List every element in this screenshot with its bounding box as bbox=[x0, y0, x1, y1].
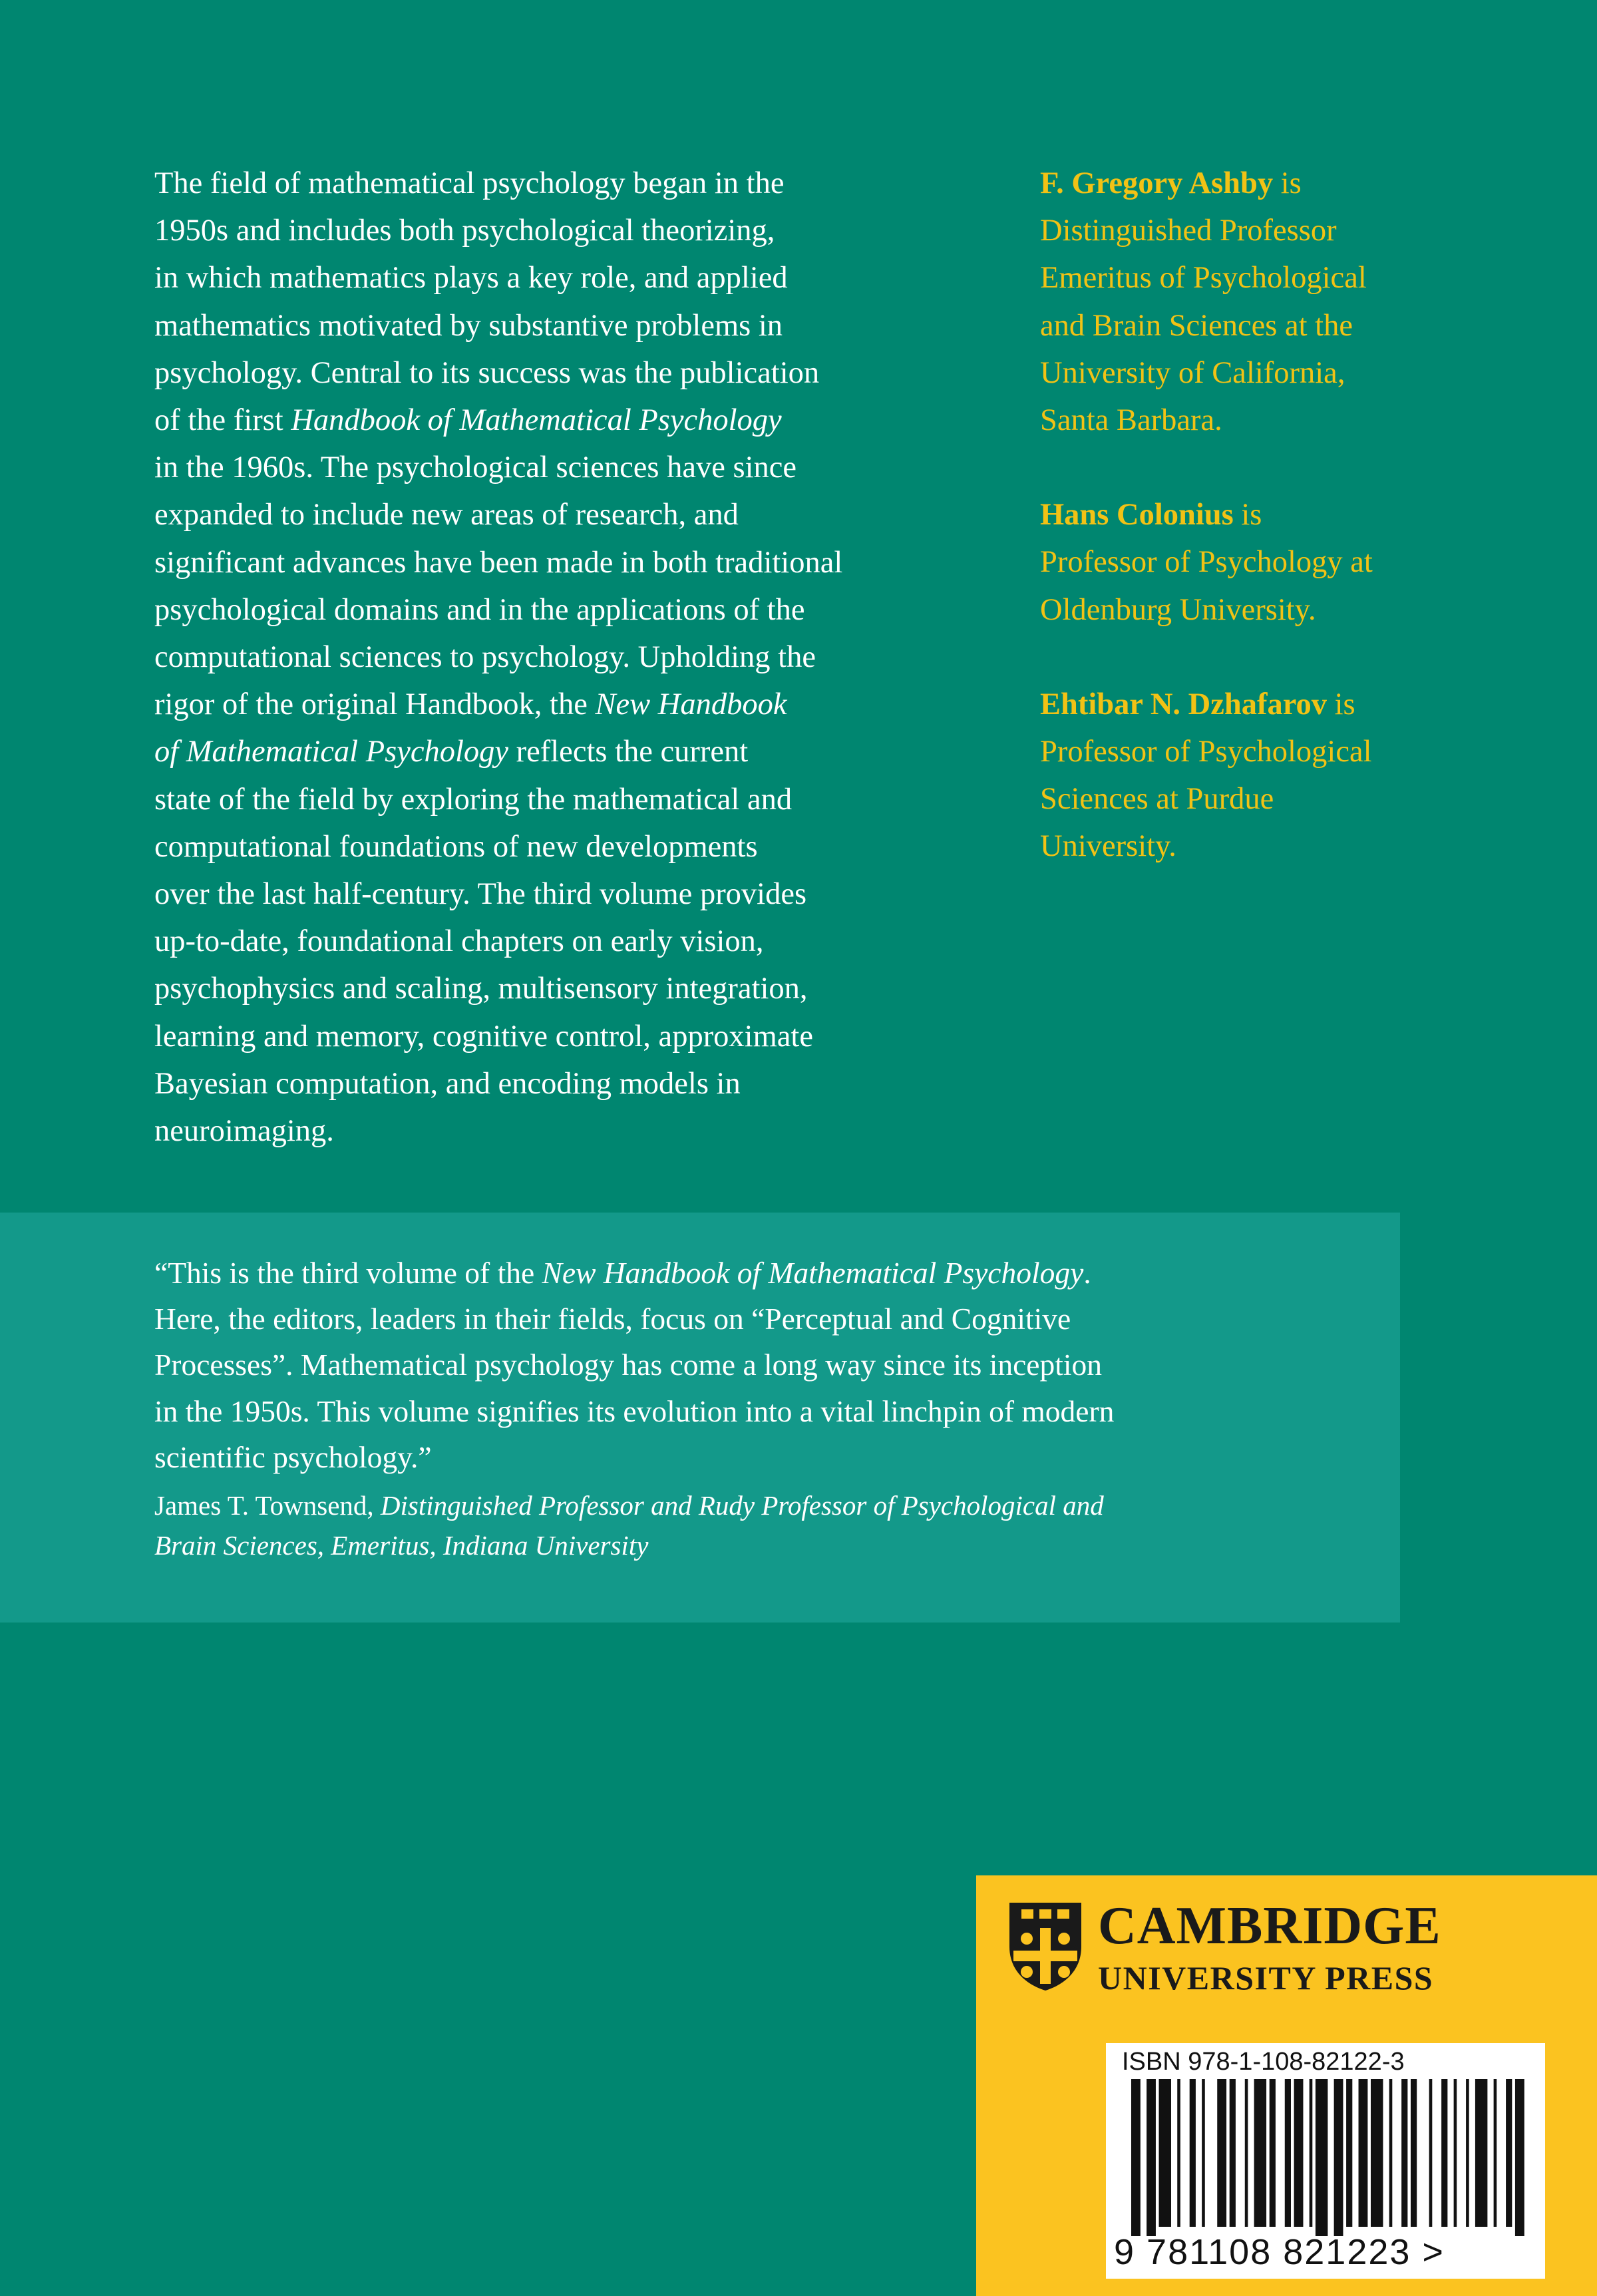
description-line: in the 1960s. The psychological sciences have since bbox=[154, 451, 797, 485]
description-line: psychological domains and in the applications of the bbox=[154, 592, 805, 627]
editor-bio-line: University of California, bbox=[1040, 355, 1345, 390]
description-line: The field of mathematical psychology began in the bbox=[154, 166, 785, 200]
quote-line-1: “This is the third volume of the New Handbook of Mathematical Psychology. bbox=[154, 1256, 1091, 1290]
editor-bio-line: University. bbox=[1040, 829, 1176, 864]
description-line: computational foundations of new developments bbox=[154, 829, 758, 864]
publisher-subname: UNIVERSITY PRESS bbox=[1098, 1959, 1434, 1997]
description-line: neuroimaging. bbox=[154, 1114, 334, 1149]
description-line: of the first Handbook of Mathematical Psychology bbox=[154, 403, 782, 438]
editor-bio bbox=[1040, 160, 1479, 444]
quote-line-2: Here, the editors, leaders in their fields, focus on “Perceptual and Cognitive bbox=[154, 1302, 1071, 1336]
description-line: in which mathematics plays a key role, and applied bbox=[154, 261, 788, 295]
editor-bio-line: is bbox=[1334, 687, 1355, 721]
editor-name: Ehtibar N. Dzhafarov bbox=[1040, 687, 1328, 721]
editor-bio-line: Distinguished Professor bbox=[1040, 214, 1337, 248]
editor-bio-line: and Brain Sciences at the bbox=[1040, 308, 1353, 343]
quote-line-3: Processes”. Mathematical psychology has come a long way since its inception bbox=[154, 1348, 1103, 1382]
editor-bio-line: Professor of Psychology at bbox=[1040, 545, 1373, 580]
attribution-title-2: Brain Sciences, Emeritus, Indiana University bbox=[154, 1530, 649, 1561]
description-line: Bayesian computation, and encoding models in bbox=[154, 1066, 741, 1101]
description-line: psychology. Central to its success was the publication bbox=[154, 355, 820, 390]
description-line: of Mathematical Psychology reflects the current bbox=[154, 735, 749, 769]
isbn-label: ISBN 978-1-108-82122-3 bbox=[1122, 2048, 1405, 2076]
barcode-digits: 9 781108 821223 > bbox=[1114, 2232, 1445, 2272]
editor-bio-line: is bbox=[1241, 498, 1262, 532]
description-line: state of the field by exploring the mathematical and bbox=[154, 782, 793, 817]
description-line: significant advances have been made in both traditional bbox=[154, 545, 843, 580]
description-line: learning and memory, cognitive control, approximate bbox=[154, 1019, 813, 1053]
cambridge-crest-icon bbox=[1007, 1900, 1084, 1993]
editor-bio bbox=[1040, 491, 1479, 634]
description-line: psychophysics and scaling, multisensory integration, bbox=[154, 972, 808, 1006]
book-description bbox=[154, 160, 1046, 1155]
description-line: over the last half-century. The third volume provides bbox=[154, 877, 807, 912]
editor-bio bbox=[1040, 681, 1479, 870]
editor-bio-line: Emeritus of Psychological bbox=[1040, 261, 1367, 295]
quote-line-4: in the 1950s. This volume signifies its evolution into a vital linchpin of modern bbox=[154, 1394, 1115, 1428]
endorsement-attribution bbox=[154, 1485, 1379, 1565]
editor-name: Hans Colonius bbox=[1040, 498, 1234, 532]
publisher-name: CAMBRIDGE bbox=[1098, 1897, 1441, 1955]
description-line: rigor of the original Handbook, the New Handbook bbox=[154, 687, 787, 722]
attribution-title-1: Distinguished Professor and Rudy Professor of Psychological and bbox=[380, 1490, 1104, 1521]
barcode-bars bbox=[1131, 2079, 1530, 2236]
description-line: computational sciences to psychology. Upholding the bbox=[154, 640, 816, 675]
description-line: mathematics motivated by substantive problems in bbox=[154, 308, 783, 343]
endorsement-quote bbox=[154, 1250, 1379, 1480]
editor-bios bbox=[1040, 160, 1479, 918]
description-line: expanded to include new areas of research, and bbox=[154, 498, 739, 532]
editor-bio-line: Professor of Psychological bbox=[1040, 735, 1372, 769]
editor-bio-line: Sciences at Purdue bbox=[1040, 782, 1274, 817]
attribution-name: James T. Townsend, bbox=[154, 1490, 381, 1521]
editor-bio-line: is bbox=[1280, 166, 1302, 200]
editor-bio-line: Oldenburg University. bbox=[1040, 592, 1316, 627]
editor-bio-line: Santa Barbara. bbox=[1040, 403, 1222, 438]
description-line: 1950s and includes both psychological theorizing, bbox=[154, 214, 775, 248]
editor-name: F. Gregory Ashby bbox=[1040, 166, 1274, 200]
quote-line-5: scientific psychology.” bbox=[154, 1439, 432, 1474]
description-line: up-to-date, foundational chapters on early vision, bbox=[154, 924, 764, 959]
